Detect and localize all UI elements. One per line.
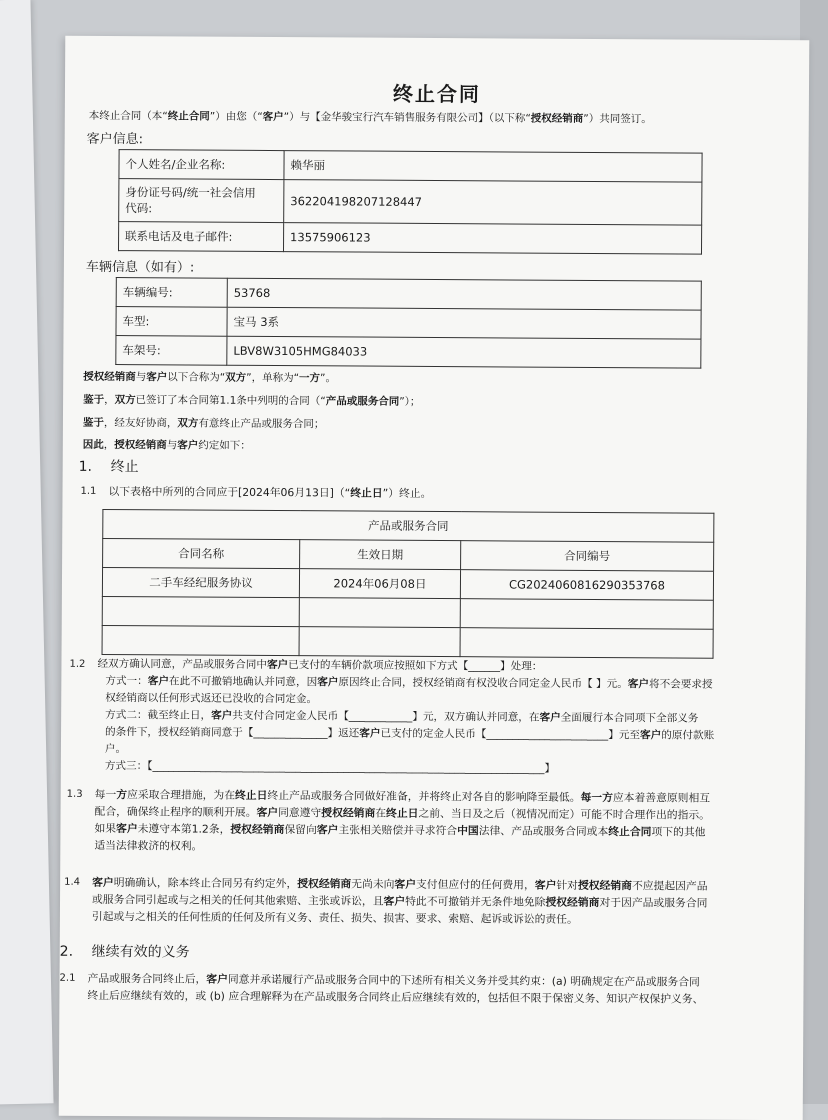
text: 与 xyxy=(166,439,178,452)
bold-text: 鉴于 xyxy=(83,393,105,406)
table-cell-label: 联系电话及电子邮件: xyxy=(118,222,283,252)
clause-text xyxy=(108,483,431,502)
bold-text: 客户 xyxy=(394,877,417,891)
table-cell xyxy=(460,599,713,630)
text: ，经友好协商， xyxy=(103,416,178,430)
bold-text: 客户 xyxy=(206,972,228,986)
background-page-left xyxy=(0,0,54,1105)
vehicle-info-table xyxy=(115,277,702,369)
table-cell xyxy=(102,596,299,626)
text: ”，单称为“ xyxy=(246,371,300,385)
text: 同意并承诺履行产品或服务合同中的下述所有相关义务并受其约束：(a) 明确规定在产品或服务合同 xyxy=(227,972,700,989)
text: ， xyxy=(104,393,115,407)
column-header: 合同编号 xyxy=(461,541,714,572)
bold-text: 终止日 xyxy=(386,806,419,820)
clause-text xyxy=(87,970,703,1008)
text: 针对 xyxy=(556,878,579,892)
whereas-paragraph-1 xyxy=(83,392,420,409)
column-header: 生效日期 xyxy=(300,540,461,570)
clause-line: 户。 xyxy=(104,742,127,756)
vehicle-info-label: 车辆信息（如有）: xyxy=(85,259,195,276)
intro-bold: 客户 xyxy=(262,110,284,124)
section-2-heading xyxy=(60,941,190,962)
bold-text: 客户 xyxy=(317,676,339,689)
table-row xyxy=(119,150,702,183)
clause-1-1 xyxy=(80,483,780,505)
text: 特此不可撤销并无条件地免除 xyxy=(405,894,546,909)
text: 对于因产品或服务合同 xyxy=(599,896,708,910)
therefore-paragraph xyxy=(83,437,251,453)
table-row xyxy=(118,222,701,255)
section-1-heading xyxy=(79,456,139,476)
text: 方式二：截至终止日， xyxy=(105,708,212,722)
text: 有意终止产品或服务合同； xyxy=(198,417,325,431)
table-cell-value: 53768 xyxy=(227,278,701,310)
bold-text: 客户 xyxy=(359,727,381,740)
bold-text: 一方 xyxy=(299,372,321,385)
text: 项下的其他 xyxy=(651,825,706,839)
text: 或服务合同引起或与之相关的任何其他索赔、主张或诉讼，且 xyxy=(91,892,384,908)
contract-table xyxy=(102,509,715,659)
table-header-row xyxy=(103,509,714,542)
text: 经双方确认同意，产品或服务合同中 xyxy=(97,657,268,671)
section-number: 1. xyxy=(78,458,93,475)
bold-text: 授权经销商 xyxy=(545,895,600,910)
table-row xyxy=(102,567,713,600)
clause-line: 适当法律救济的权利。 xyxy=(94,838,203,853)
table-cell-label xyxy=(119,179,284,223)
clause-line: 终止后应继续有效的，或 (b) 应合理解释为在产品或服务合同终止后应继续有效的，包括但不限于保密义务、知识产权保护义务、 xyxy=(87,988,704,1006)
intro-bold: 终止合同 xyxy=(167,110,210,123)
bold-text: 鉴于 xyxy=(82,416,104,429)
text: 原因终止合同，授权经销商有权没收合同定金人民币【 】元。 xyxy=(338,676,628,691)
text: 已支付的车辆价款项应按照如下方式【______】处理： xyxy=(288,659,543,673)
text: 主张相关赔偿并寻求符合 xyxy=(338,823,458,838)
table-cell-label: 车型: xyxy=(116,307,227,337)
table-cell xyxy=(102,625,299,655)
text: 约定如下： xyxy=(198,439,251,452)
text: 如果 xyxy=(94,821,117,836)
text: 终止产品或服务合同做好准备，并将终止对各自的影响降至最低。 xyxy=(267,788,581,804)
bold-text: 终止日 xyxy=(234,788,268,802)
text: 法律、产品或服务合同或本 xyxy=(478,824,609,839)
intro-paragraph xyxy=(89,108,652,126)
clause-2-1 xyxy=(59,970,777,1014)
bold-text: 客户 xyxy=(177,439,199,452)
bold-text: 客户 xyxy=(534,878,557,892)
text: 应采取合理措施，为在 xyxy=(127,788,236,802)
clause-text xyxy=(92,874,708,929)
section-number: 2. xyxy=(59,943,74,960)
bold-text: 授权经销商 xyxy=(114,439,167,452)
clause-text xyxy=(97,656,715,779)
table-cell xyxy=(460,628,713,659)
table-row xyxy=(116,336,701,369)
bold-text: 客户 xyxy=(316,823,339,837)
bold-text: 客户 xyxy=(146,371,168,384)
document-title: 终止合同 xyxy=(392,81,482,107)
intro-text: ”）由您（“ xyxy=(209,110,263,123)
text: 支付但应付的任何费用， xyxy=(415,877,535,892)
label-line: 身份证号码/统一社会信用 xyxy=(125,185,256,200)
table-cell-label: 车辆编号: xyxy=(116,278,227,308)
table-column-row xyxy=(103,538,714,571)
bold-text: 双方 xyxy=(177,417,199,430)
table-cell-value: 宝马 3系 xyxy=(227,307,701,339)
clause-number: 1.2 xyxy=(69,658,86,670)
text: 与 xyxy=(135,371,147,384)
clause-number: 1.1 xyxy=(80,485,97,497)
bold-text: 客户 xyxy=(266,658,289,672)
table-cell: 二手车经纪服务协议 xyxy=(102,567,299,597)
table-cell-value: LBV8W3105HMG84033 xyxy=(227,336,701,368)
section-title: 终止 xyxy=(110,459,139,476)
bold-text: 授权经销商 xyxy=(83,370,136,384)
clause-number: 2.1 xyxy=(59,972,76,984)
table-cell-value: 362204198207128447 xyxy=(284,180,702,226)
bold-text: 双方 xyxy=(225,371,247,384)
text: 已签订了本合同第1.1条中列明的合同（“ xyxy=(135,394,326,408)
column-header: 合同名称 xyxy=(103,538,300,568)
table-cell xyxy=(299,598,460,628)
bold-text: 授权经销商 xyxy=(230,822,285,837)
bold-text: 方 xyxy=(116,788,128,802)
text: 配合，确保终止程序的顺利开展。 xyxy=(94,804,257,819)
table-cell-label: 个人姓名/企业名称: xyxy=(119,150,284,180)
clause-1-3 xyxy=(66,786,778,862)
table-row xyxy=(116,278,701,311)
bold-text: 客户 xyxy=(627,678,650,691)
document-page xyxy=(59,36,810,1120)
text: 以下合称为“ xyxy=(167,371,226,384)
table-row xyxy=(102,625,713,658)
text: 将不会要求授 xyxy=(648,678,713,691)
text: 之前、当日及之后（视情况而定）可能不时合理作出的指示。 xyxy=(418,806,711,822)
text: ”）终止。 xyxy=(382,486,432,500)
text: ”。 xyxy=(320,372,337,385)
bold-text: 授权经销商 xyxy=(321,806,376,820)
bold-text: 客户 xyxy=(539,711,561,724)
text: 在 xyxy=(375,806,387,820)
bold-text: 客户 xyxy=(116,822,138,836)
bold-text: 终止合同 xyxy=(608,825,652,839)
table-cell: 2024年06月08日 xyxy=(299,569,460,599)
clause-1-4 xyxy=(64,874,778,934)
table-row xyxy=(119,179,702,226)
bold-text: 中国 xyxy=(457,824,479,838)
text: 无尚未向 xyxy=(351,877,395,891)
intro-text: ”）与【金华骏宝行汽车销售服务有限公司】（以下称“ xyxy=(283,111,531,125)
section-title: 继续有效的义务 xyxy=(91,943,190,961)
bold-text: 客户 xyxy=(92,875,114,890)
text: 共支付合同定金人民币【____________】元，双方确认并同意，在 xyxy=(232,709,540,724)
bold-text: 授权经销商 xyxy=(297,877,352,891)
text: 同意遵守 xyxy=(278,806,322,820)
bold-text: 因此 xyxy=(82,438,104,451)
table-cell: CG2024060816290353768 xyxy=(460,570,713,601)
customer-info-table xyxy=(118,149,703,255)
bold-text: 双方 xyxy=(114,394,136,407)
text: 方式一： xyxy=(105,674,148,688)
clause-line: 权经销商以任何形式返还已没收的合同定金。 xyxy=(105,691,318,706)
text: 未遵守本第1.2条， xyxy=(137,822,231,836)
text: 在此不可撤销地确认并同意，因 xyxy=(168,675,318,689)
text: 每一 xyxy=(94,787,117,802)
clause-number: 1.3 xyxy=(66,788,83,800)
text: 的原付款账 xyxy=(661,729,715,742)
table-cell-value: 13575906123 xyxy=(283,223,701,255)
table-cell-label: 车架号: xyxy=(116,336,227,366)
table-header: 产品或服务合同 xyxy=(103,509,714,542)
text: 全面履行本合同项下全部义务 xyxy=(560,711,699,725)
clause-line: 方式三：【__________________________________________________________________________】 xyxy=(104,759,556,775)
bold-text: 终止日 xyxy=(350,486,383,500)
bold-text: 客户 xyxy=(147,675,169,688)
bold-text: 客户 xyxy=(211,709,233,722)
bold-text: 客户 xyxy=(383,894,406,908)
label-line: 代码: xyxy=(125,201,153,216)
table-cell-value: 赖华丽 xyxy=(284,151,702,183)
bold-text: 客户 xyxy=(256,805,279,820)
bold-text: 每一方 xyxy=(580,790,613,805)
text: 已支付的定金人民币【_______________________】元至 xyxy=(380,727,641,742)
text: ”）； xyxy=(399,395,421,408)
intro-text: 本终止合同（本“ xyxy=(88,109,168,123)
whereas-paragraph-2 xyxy=(83,415,325,431)
text: 明确确认，除本终止合同另有约定外， xyxy=(113,876,298,891)
table-row xyxy=(102,596,713,629)
intro-bold: 授权经销商 xyxy=(530,112,584,125)
text: 保留向 xyxy=(284,823,317,837)
clause-1-2 xyxy=(69,656,782,785)
clause-line: 引起或与之相关的任何性质的任何及所有义务、责任、损失、损害、要求、索赔、起诉或诉讼的责任。 xyxy=(91,909,578,926)
text: ， xyxy=(103,438,115,452)
clause-text xyxy=(94,786,710,858)
clause-number: 1.4 xyxy=(64,876,81,888)
table-cell xyxy=(299,627,460,657)
intro-text: ”）共同签订。 xyxy=(583,112,652,126)
bold-text: 客户 xyxy=(639,729,662,742)
text: 产品或服务合同终止后， xyxy=(87,971,207,986)
text: 不应提起因产品 xyxy=(631,879,708,893)
bold-text: 授权经销商 xyxy=(577,878,633,893)
text: 以下表格中所列的合同应于[2024年06月13日]（“ xyxy=(108,485,351,500)
text: 的条件下，授权经销商同意于【______________】返还 xyxy=(105,725,360,740)
parties-paragraph xyxy=(83,369,336,386)
bold-text: 产品或服务合同 xyxy=(325,395,400,408)
table-row xyxy=(116,307,701,340)
customer-info-label: 客户信息: xyxy=(86,131,144,148)
text: 应本着善意原则相互 xyxy=(612,791,711,805)
